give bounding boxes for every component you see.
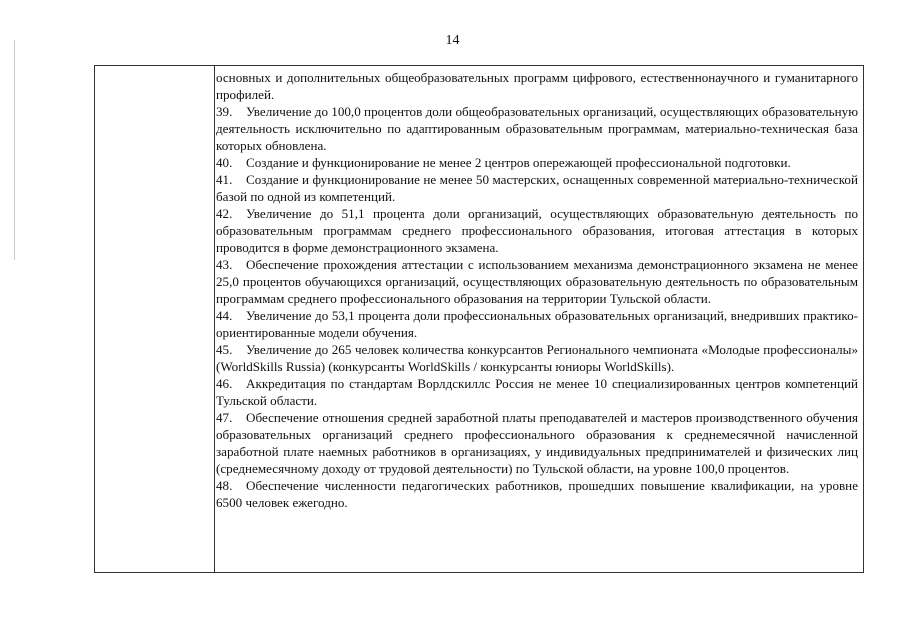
item-number: 46. xyxy=(216,376,233,391)
list-item xyxy=(216,256,858,307)
list-item xyxy=(216,103,858,154)
table-left-cell xyxy=(95,66,215,572)
item-text: Увеличение до 265 человек количества конкурсантов Регионального чемпионата «Молодые профессионалы» (WorldSkills Russia) (конкурсанты WorldSkills / конкурсанты юниоры WorldSkills). xyxy=(216,342,858,374)
item-number: 40. xyxy=(216,155,233,170)
item-list xyxy=(216,103,858,511)
item-number: 43. xyxy=(216,257,233,272)
list-item xyxy=(216,341,858,375)
scan-edge-mark xyxy=(14,40,15,260)
item-number: 42. xyxy=(216,206,233,221)
list-item xyxy=(216,171,858,205)
item-number: 48. xyxy=(216,478,233,493)
list-item xyxy=(216,307,858,341)
list-item xyxy=(216,205,858,256)
item-text: Увеличение до 51,1 процента доли организаций, осуществляющих образовательную деятельность по образовательным программам среднего профессионального образования, итоговая аттестация в которых проводится в форме демонстрационного экзамена. xyxy=(216,206,858,255)
list-item xyxy=(216,375,858,409)
item-text: Создание и функционирование не менее 50 мастерских, оснащенных современной материально-технической базой по одной из компетенций. xyxy=(216,172,858,204)
item-text: Аккредитация по стандартам Ворлдскиллс Россия не менее 10 специализированных центров компетенций Тульской области. xyxy=(216,376,858,408)
item-text: Обеспечение прохождения аттестации с использованием механизма демонстрационного экзамена не менее 25,0 процентов обучающихся организаций, осуществляющих образовательную деятельность по образовательным программам среднего профессионального образования на территории Тульской области. xyxy=(216,257,858,306)
item-text: Увеличение до 53,1 процента доли профессиональных образовательных организаций, внедривших практико-ориентированные модели обучения. xyxy=(216,308,858,340)
page-number: 14 xyxy=(445,33,460,48)
item-text: Обеспечение численности педагогических работников, прошедших повышение квалификации, на уровне 6500 человек ежегодно. xyxy=(216,478,858,510)
item-number: 41. xyxy=(216,172,233,187)
item-text: Обеспечение отношения средней заработной платы преподавателей и мастеров производственного обучения образовательных организаций среднего профессионального образования к среднемесячной начисленной заработной плате наемных работников в организациях, у индивидуальных предпринимателей и физических лиц (среднемесячному доходу от трудовой деятельности) по Тульской области, на уровне 100,0 процентов. xyxy=(216,410,858,476)
list-item xyxy=(216,409,858,477)
item-text: Увеличение до 100,0 процентов доли общеобразовательных организаций, осуществляющих образовательную деятельность исключительно по адаптированным образовательным программам, материально-техническая база которых обновлена. xyxy=(216,104,858,153)
item-number: 45. xyxy=(216,342,233,357)
document-table xyxy=(94,65,864,573)
continuation-paragraph: основных и дополнительных общеобразовательных программ цифрового, естественнонаучного и гуманитарного профилей. xyxy=(216,70,858,102)
item-number: 47. xyxy=(216,410,233,425)
item-text: Создание и функционирование не менее 2 центров опережающей профессиональной подготовки. xyxy=(246,155,791,170)
item-number: 39. xyxy=(216,104,233,119)
table-right-cell xyxy=(216,69,858,511)
item-number: 44. xyxy=(216,308,233,323)
list-item xyxy=(216,477,858,511)
list-item xyxy=(216,154,858,171)
